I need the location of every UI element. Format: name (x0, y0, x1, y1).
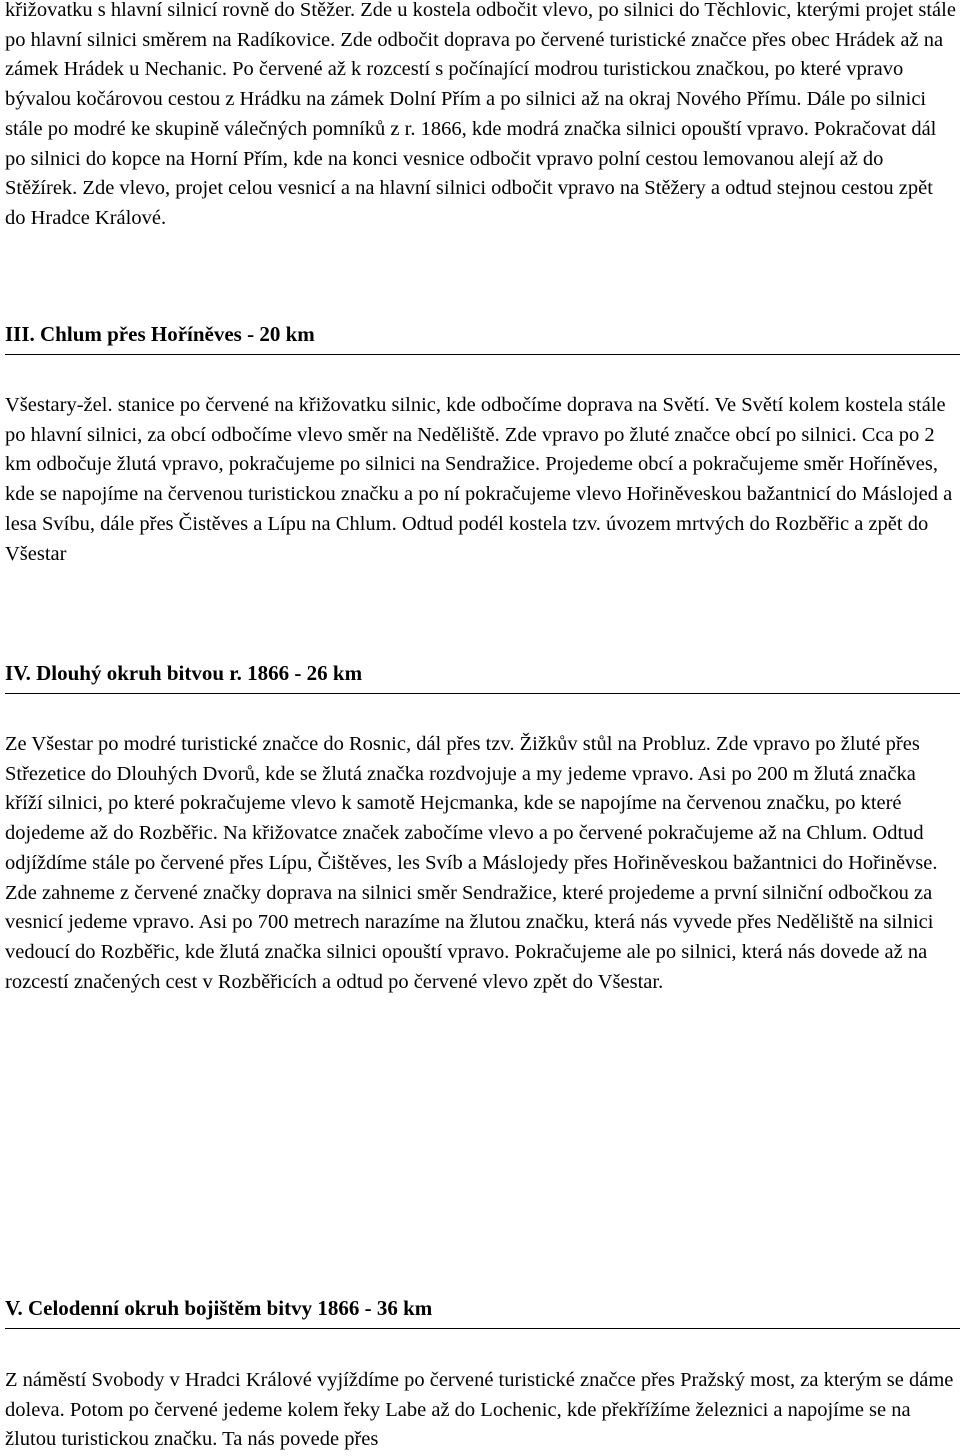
section-body-chlum: Všestary-žel. stanice po červené na křižovatku silnic, kde odbočíme doprava na Světí. Ve Světí kolem kostela stále po hlavní silnici, za obcí odbočíme vlevo směr na Neděliště. Zde vpravo po žluté značce obcí po silnici. Cca po 2 km odbočuje žlutá vpravo, pokračujeme po silnici na Sendražice. Projedeme obcí a pokračujeme směr Hoříněves, kde se napojíme na červenou turistickou značku a po ní pokračujeme vlevo Hořiněveskou bažantnicí do Máslojed a lesa Svíbu, dále přes Čistěves a Lípu na Chlum. Odtud podél kostela tzv. úvozem mrtvých do Rozběřic a zpět do Všestar (5, 394, 953, 565)
section-body-dlouhy-okruh: Ze Všestar po modré turistické značce do Rosnic, dál přes tzv. Žižkův stůl na Probluz. Zde vpravo po žluté přes Střezetice do Dlouhých Dvorů, kde se žlutá značka rozdvojuje a my jedeme vpravo. Asi po 200 m žlutá značka kříží silnici, po které pokračujeme vlevo k samotě Hejcmanka, kde se napojíme na červenou značku, po které dojedeme až do Rozběřic. Na křižovatce značek zabočíme vlevo a po červené pokračujeme až na Chlum. Odtud odjíždíme stále po červené přes Lípu, Čištěves, les Svíb a Máslojedy přes Hořiněveskou bažantnici do Hořiněvse. Zde zahneme z červené značky doprava na silnici směr Sendražice, které projedeme a první silniční odbočkou za vesnicí jedeme vpravo. Asi po 700 metrech narazíme na žlutou značku, která nás vyvede přes Neděliště na silnici vedoucí do Rozběřic, kde žlutá značka silnici opouští vpravo. Pokračujeme ale po silnici, která nás dovede až na rozcestí značených cest v Rozběřicích a odtud po červené vlevo zpět do Všestar. (5, 733, 938, 993)
section-heading-chlum: III. Chlum přes Hoříněves - 20 km (5, 321, 960, 355)
section-heading-celodenni-okruh: V. Celodenní okruh bojištěm bitvy 1866 - 36 km (5, 1295, 960, 1329)
section-heading-dlouhy-okruh: IV. Dlouhý okruh bitvou r. 1866 - 26 km (5, 660, 960, 694)
intro-paragraph: křižovatku s hlavní silnicí rovně do Stěžer. Zde u kostela odbočit vlevo, po silnici do Těchlovic, kterými projet stále po hlavní silnici směrem na Radíkovice. Zde odbočit doprava po červené turistické značce přes obec Hrádek až na zámek Hrádek u Nechanic. Po červené až k rozcestí s počínající modrou turistickou značkou, po které vpravo bývalou kočárovou cestou z Hrádku na zámek Dolní Přím a po silnici až na okraj Nového Přímu. Dále po silnici stále po modré ke skupině válečných pomníků z r. 1866, kde modrá značka silnici opouští vpravo. Pokračovat dál po silnici do kopce na Horní Přím, kde na konci vesnice odbočit vpravo polní cestou lemovanou alejí až do Stěžírek. Zde vlevo, projet celou vesnicí a na hlavní silnici odbočit vpravo na Stěžery a odtud stejnou cestou zpět do Hradce Králové. (5, 0, 956, 229)
section-body-celodenni-okruh: Z náměstí Svobody v Hradci Králové vyjíždíme po červené turistické značce přes Pražský most, za kterým se dáme doleva. Potom po červené jedeme kolem řeky Labe až do Lochenic, kde překřížíme železnici a napojíme se na žlutou turistickou značku. Ta nás povede přes (5, 1369, 954, 1451)
